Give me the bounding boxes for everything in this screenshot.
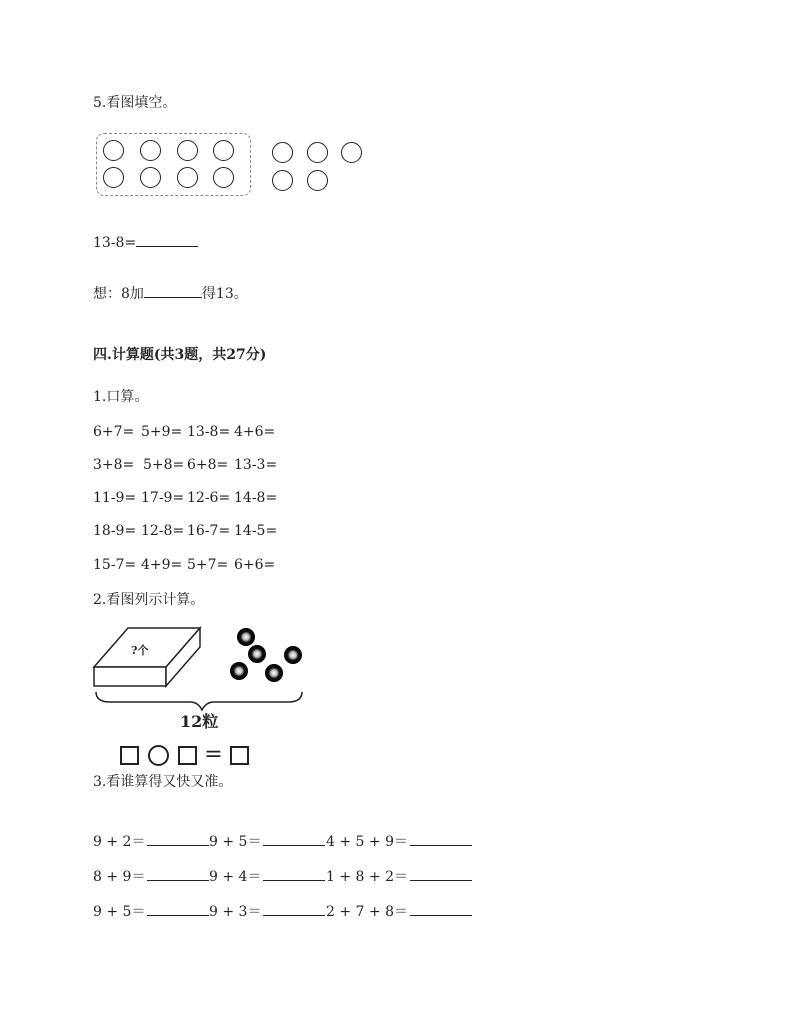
equals-sign: =: [204, 742, 223, 767]
calc-expression: 1 + 8 + 2＝: [326, 869, 408, 885]
answer-blank[interactable]: [147, 831, 209, 846]
q3-title: 3.看谁算得又快又准。: [93, 774, 233, 790]
total-label: 12粒: [180, 712, 219, 731]
oral-calc-item: 11-9=: [93, 490, 137, 506]
circle-icon: [103, 167, 124, 188]
bead-icon: [230, 662, 248, 680]
bead-icon: [248, 645, 266, 663]
think-suffix: 得13。: [201, 286, 248, 302]
oral-calc-item: 14-5=: [234, 523, 278, 539]
calc-expression: 9 + 5＝: [209, 834, 262, 850]
q5-think: [93, 283, 248, 303]
circle-icon: [341, 142, 362, 163]
q5-equation: [93, 232, 198, 252]
answer-blank[interactable]: [147, 866, 209, 881]
calc-item: [93, 901, 209, 921]
box-label: ?个: [131, 644, 149, 657]
bead-icon: [265, 664, 283, 682]
answer-blank[interactable]: [410, 901, 472, 916]
circle-icon: [272, 142, 293, 163]
calc-item: [326, 901, 472, 921]
circle-icon: [307, 170, 328, 191]
oral-calc-item: 15-7=: [93, 557, 137, 573]
bead-icon: [284, 646, 302, 664]
calc-expression: 8 + 9＝: [93, 869, 146, 885]
calc-expression: 9 + 3＝: [209, 904, 262, 920]
answer-blank[interactable]: [263, 901, 325, 916]
circle-icon: [272, 170, 293, 191]
calc-item: [209, 831, 325, 851]
brace-icon: [96, 692, 302, 710]
calc-item: [209, 866, 325, 886]
circle-icon: [140, 140, 161, 161]
box-front: [94, 667, 166, 686]
oral-calc-item: 5+8=: [143, 457, 185, 473]
oral-calc-item: 6+8=: [187, 457, 229, 473]
section-title: 四.计算题(共3题，共27分): [93, 347, 267, 363]
calc-item: [93, 866, 209, 886]
answer-blank[interactable]: [410, 866, 472, 881]
oral-calc-item: 12-6=: [187, 490, 231, 506]
q2-title: 2.看图列示计算。: [93, 592, 205, 608]
circle-icon: [307, 142, 328, 163]
oral-calc-item: 13-3=: [234, 457, 278, 473]
answer-blank[interactable]: [147, 901, 209, 916]
oral-calc-item: 5+9=: [141, 424, 183, 440]
circle-icon: [103, 140, 124, 161]
oral-calc-item: 16-7=: [187, 523, 231, 539]
calc-item: [326, 831, 472, 851]
operator-circle[interactable]: [148, 745, 169, 766]
calc-expression: 9 + 4＝: [209, 869, 262, 885]
circle-icon: [177, 140, 198, 161]
oral-calc-item: 12-8=: [141, 523, 185, 539]
calc-item: [209, 901, 325, 921]
oral-calc-item: 6+6=: [234, 557, 276, 573]
circle-icon: [213, 167, 234, 188]
circle-icon: [140, 167, 161, 188]
think-prefix: 想：8加: [93, 286, 144, 302]
calc-item: [93, 831, 209, 851]
circle-icon: [213, 140, 234, 161]
q5-title: 5.看图填空。: [93, 95, 177, 111]
equation-text: 13-8=: [93, 235, 137, 251]
q1-title: 1.口算。: [93, 389, 149, 405]
calc-expression: 2 + 7 + 8＝: [326, 904, 408, 920]
answer-box[interactable]: [178, 746, 197, 765]
answer-blank[interactable]: [263, 866, 325, 881]
circle-icon: [177, 167, 198, 188]
oral-calc-item: 6+7=: [93, 424, 135, 440]
oral-calc-item: 4+9=: [141, 557, 183, 573]
oral-calc-item: 4+6=: [234, 424, 276, 440]
oral-calc-item: 14-8=: [234, 490, 278, 506]
calc-item: [326, 866, 472, 886]
calc-expression: 4 + 5 + 9＝: [326, 834, 408, 850]
answer-box[interactable]: [120, 746, 139, 765]
equation-template: [120, 744, 249, 766]
answer-blank[interactable]: [263, 831, 325, 846]
answer-blank[interactable]: [136, 232, 198, 247]
answer-blank[interactable]: [144, 283, 202, 298]
calc-expression: 9 + 2＝: [93, 834, 146, 850]
answer-blank[interactable]: [410, 831, 472, 846]
oral-calc-item: 3+8=: [93, 457, 135, 473]
bead-icon: [237, 628, 255, 646]
oral-calc-item: 17-9=: [141, 490, 185, 506]
answer-box[interactable]: [230, 746, 249, 765]
oral-calc-item: 5+7=: [187, 557, 229, 573]
oral-calc-item: 18-9=: [93, 523, 137, 539]
calc-expression: 9 + 5＝: [93, 904, 146, 920]
oral-calc-item: 13-8=: [187, 424, 231, 440]
